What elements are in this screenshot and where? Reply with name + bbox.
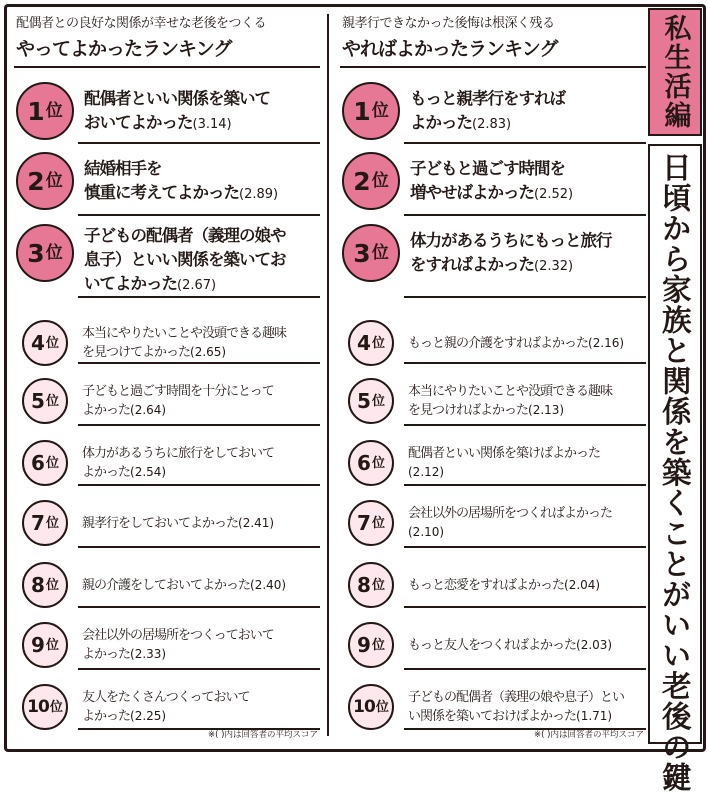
rank-text bbox=[82, 382, 320, 420]
rank-number: 4 bbox=[357, 331, 371, 355]
rank-suffix: 位 bbox=[45, 455, 59, 471]
rank-text bbox=[82, 444, 320, 482]
rank-text bbox=[408, 382, 646, 420]
rank-text bbox=[408, 576, 646, 595]
rank-text-line: おいてよかった(3.14) bbox=[84, 113, 232, 132]
rank-badge bbox=[16, 224, 74, 282]
right-title: やればよかったランキング bbox=[342, 38, 558, 60]
rank-badge bbox=[342, 152, 400, 210]
rank-score: (2.03) bbox=[576, 637, 613, 652]
rank-text-line: 増やせばよかった(2.52) bbox=[410, 183, 574, 202]
rank-rule bbox=[404, 142, 646, 144]
rank-score: (2.52) bbox=[534, 187, 574, 202]
rank-score: (2.16) bbox=[588, 335, 625, 350]
rank-text-line: 子どもと過ごす時間を十分にとって bbox=[82, 384, 274, 399]
rank-rule bbox=[78, 296, 320, 298]
rank-rule bbox=[404, 214, 646, 216]
rank-number: 8 bbox=[31, 573, 45, 597]
rank-text bbox=[82, 688, 320, 726]
rank-text-line: もっと親の介護をすればよかった(2.16) bbox=[408, 335, 625, 351]
rank-text-line: もっと友人をつくればよかった(2.03) bbox=[408, 637, 613, 653]
rank-rule bbox=[404, 606, 646, 608]
left-title-rule bbox=[14, 66, 320, 68]
rank-suffix: 位 bbox=[45, 393, 59, 409]
rank-badge bbox=[348, 684, 394, 730]
rank-rule bbox=[404, 484, 646, 486]
rank-badge bbox=[22, 320, 68, 366]
rank-badge bbox=[22, 440, 68, 486]
rank-number: 6 bbox=[31, 451, 45, 475]
rank-text bbox=[408, 444, 646, 482]
rank-text-line: もっと親孝行をすれば bbox=[410, 89, 565, 108]
rank-text-line: 本当にやりたいことや没頭できる趣味 bbox=[408, 384, 613, 399]
right-title-rule bbox=[340, 66, 646, 68]
rank-text bbox=[84, 157, 320, 207]
rank-text-line: よかった(2.33) bbox=[82, 647, 167, 662]
rank-rule bbox=[404, 362, 646, 364]
rank-text-line: よかった(2.25) bbox=[82, 709, 167, 724]
rank-text-line: い関係を築いておけばよかった(1.71) bbox=[408, 709, 613, 724]
headline-box bbox=[648, 144, 702, 793]
rank-number: 8 bbox=[357, 573, 371, 597]
rank-suffix: 位 bbox=[371, 637, 385, 653]
rank-score: (2.13) bbox=[528, 403, 565, 417]
rank-text-line bbox=[408, 463, 646, 482]
rank-number: 10 bbox=[353, 696, 375, 717]
rank-text bbox=[408, 504, 646, 542]
rank-number: 6 bbox=[357, 451, 371, 475]
rank-score: (2.67) bbox=[177, 278, 217, 293]
rank-rule bbox=[404, 546, 646, 548]
rank-number: 1 bbox=[27, 96, 45, 126]
rank-text-line: よかった(2.64) bbox=[82, 403, 167, 418]
rank-text-line: 子どもの配偶者（義理の娘や息子）とい bbox=[408, 690, 625, 705]
rank-number: 3 bbox=[27, 238, 45, 268]
left-subtitle: 配偶者との良好な関係が幸せな老後をつくる bbox=[16, 16, 267, 31]
rank-score: (2.10) bbox=[408, 525, 445, 539]
right-score-note: ※( )内は回答者の平均スコア bbox=[534, 730, 644, 740]
rank-text-line: 子どもと過ごす時間を bbox=[410, 159, 565, 178]
rank-text-line: 本当にやりたいことや没頭できる趣味 bbox=[82, 326, 287, 341]
rank-score: (1.71) bbox=[576, 709, 613, 723]
rank-text bbox=[410, 229, 646, 279]
rank-text bbox=[82, 324, 320, 362]
rank-number: 2 bbox=[27, 166, 45, 196]
rank-text-line: 子どもの配偶者（義理の娘や bbox=[84, 226, 286, 245]
rank-rule bbox=[78, 546, 320, 548]
rank-score: (2.04) bbox=[564, 577, 601, 592]
rank-badge bbox=[22, 500, 68, 546]
rank-rule bbox=[78, 142, 320, 144]
rank-text-line: を見つけてよかった(2.65) bbox=[82, 345, 227, 360]
rank-suffix: 位 bbox=[371, 170, 389, 191]
rank-score: (2.40) bbox=[250, 577, 287, 592]
rank-score: (2.64) bbox=[130, 403, 167, 417]
rank-text-line: をすればよかった(2.32) bbox=[410, 255, 574, 274]
rank-number: 7 bbox=[357, 511, 371, 535]
rank-score: (2.33) bbox=[130, 647, 167, 661]
rank-text bbox=[82, 626, 320, 664]
rank-badge bbox=[348, 378, 394, 424]
rank-text bbox=[82, 514, 320, 533]
rank-badge bbox=[348, 562, 394, 608]
rank-text-line: 体力があるうちにもっと旅行 bbox=[410, 231, 612, 250]
rank-text-line: 息子）といい関係を築いてお bbox=[84, 250, 286, 269]
right-subtitle: 親孝行できなかった後悔は根深く残る bbox=[342, 16, 555, 31]
rank-badge bbox=[22, 684, 68, 730]
rank-number: 4 bbox=[31, 331, 45, 355]
rank-text bbox=[84, 224, 320, 298]
column-divider bbox=[327, 14, 329, 736]
rank-suffix: 位 bbox=[371, 393, 385, 409]
rank-suffix: 位 bbox=[371, 455, 385, 471]
rank-suffix: 位 bbox=[45, 242, 63, 263]
left-score-note: ※( )内は回答者の平均スコア bbox=[208, 730, 318, 740]
rank-score: (3.14) bbox=[192, 117, 232, 132]
rank-text-line: 親孝行をしておいてよかった(2.41) bbox=[82, 515, 275, 531]
rank-badge bbox=[342, 224, 400, 282]
rank-text-line: 体力があるうちに旅行をしておいて bbox=[82, 446, 275, 461]
done-ranking-column bbox=[14, 6, 320, 746]
rank-text bbox=[408, 636, 646, 655]
section-label-box bbox=[648, 8, 702, 136]
rank-number: 5 bbox=[31, 389, 45, 413]
rank-score: (2.41) bbox=[238, 515, 275, 530]
rank-text-line bbox=[408, 523, 646, 542]
rank-text-line: もっと恋愛をすればよかった(2.04) bbox=[408, 577, 601, 593]
rank-number: 9 bbox=[31, 633, 45, 657]
rank-number: 7 bbox=[31, 511, 45, 535]
left-title: やってよかったランキング bbox=[16, 38, 232, 60]
rank-badge bbox=[22, 378, 68, 424]
rank-suffix: 位 bbox=[371, 515, 385, 531]
rank-text-line: を見つければよかった(2.13) bbox=[408, 403, 565, 418]
rank-text bbox=[410, 157, 646, 207]
rank-score: (2.54) bbox=[130, 465, 167, 479]
rank-score: (2.32) bbox=[534, 259, 574, 274]
rank-suffix: 位 bbox=[371, 335, 385, 351]
rank-text-line: いてよかった(2.67) bbox=[84, 274, 217, 293]
rank-score: (2.89) bbox=[239, 187, 279, 202]
regret-ranking-column bbox=[340, 6, 646, 746]
rank-badge bbox=[16, 152, 74, 210]
rank-badge bbox=[348, 622, 394, 668]
rank-rule bbox=[78, 424, 320, 426]
rank-text-line: 配偶者といい関係を築いて bbox=[84, 89, 270, 108]
rank-suffix: 位 bbox=[45, 100, 63, 121]
rank-number: 3 bbox=[353, 238, 371, 268]
rank-text-line: 結婚相手を bbox=[84, 159, 162, 178]
rank-rule bbox=[78, 362, 320, 364]
rank-rule bbox=[78, 484, 320, 486]
rank-badge bbox=[22, 622, 68, 668]
rank-suffix: 位 bbox=[371, 242, 389, 263]
rank-suffix: 位 bbox=[371, 100, 389, 121]
rank-suffix: 位 bbox=[45, 515, 59, 531]
rank-rule bbox=[404, 668, 646, 670]
rank-text bbox=[84, 87, 320, 137]
rank-score: (2.65) bbox=[190, 345, 227, 359]
rank-badge bbox=[348, 320, 394, 366]
rank-score: (2.83) bbox=[472, 117, 512, 132]
sidebar bbox=[648, 8, 702, 793]
rank-text bbox=[408, 334, 646, 353]
rank-suffix: 位 bbox=[49, 699, 63, 715]
rank-badge bbox=[16, 82, 74, 140]
rank-text bbox=[408, 688, 646, 726]
rank-number: 5 bbox=[357, 389, 371, 413]
rank-rule bbox=[404, 424, 646, 426]
rank-badge bbox=[348, 500, 394, 546]
rank-badge bbox=[348, 440, 394, 486]
rank-number: 10 bbox=[27, 696, 49, 717]
rank-suffix: 位 bbox=[45, 335, 59, 351]
rank-suffix: 位 bbox=[375, 699, 389, 715]
rank-rule bbox=[78, 606, 320, 608]
rank-text-line: よかった(2.83) bbox=[410, 113, 512, 132]
rank-text-line: よかった(2.54) bbox=[82, 465, 167, 480]
rank-badge bbox=[22, 562, 68, 608]
rank-text-line: 親の介護をしておいてよかった(2.40) bbox=[82, 577, 287, 593]
rank-suffix: 位 bbox=[45, 637, 59, 653]
rank-number: 2 bbox=[353, 166, 371, 196]
rank-text bbox=[410, 87, 646, 137]
rank-suffix: 位 bbox=[371, 577, 385, 593]
rank-rule bbox=[78, 668, 320, 670]
rank-number: 1 bbox=[353, 96, 371, 126]
rank-number: 9 bbox=[357, 633, 371, 657]
headline-vertical: 日頃から家族と関係を築くことがいい老後の鍵 bbox=[657, 152, 693, 793]
rank-text-line: 慎重に考えてよかった(2.89) bbox=[84, 183, 279, 202]
rank-text-line: 会社以外の居場所をつくればよかった bbox=[408, 506, 613, 521]
rank-score: (2.12) bbox=[408, 465, 445, 479]
rank-text-line: 会社以外の居場所をつくっておいて bbox=[82, 628, 274, 643]
section-label: 私生活編 bbox=[659, 14, 691, 130]
rank-rule bbox=[78, 214, 320, 216]
rank-score: (2.25) bbox=[130, 709, 167, 723]
rank-text-line: 友人をたくさんつくっておいて bbox=[82, 690, 250, 705]
rank-rule bbox=[404, 296, 646, 298]
rank-suffix: 位 bbox=[45, 577, 59, 593]
rank-text-line: 配偶者といい関係を築けばよかった bbox=[408, 446, 601, 461]
rank-suffix: 位 bbox=[45, 170, 63, 191]
rank-badge bbox=[342, 82, 400, 140]
rank-text bbox=[82, 576, 320, 595]
